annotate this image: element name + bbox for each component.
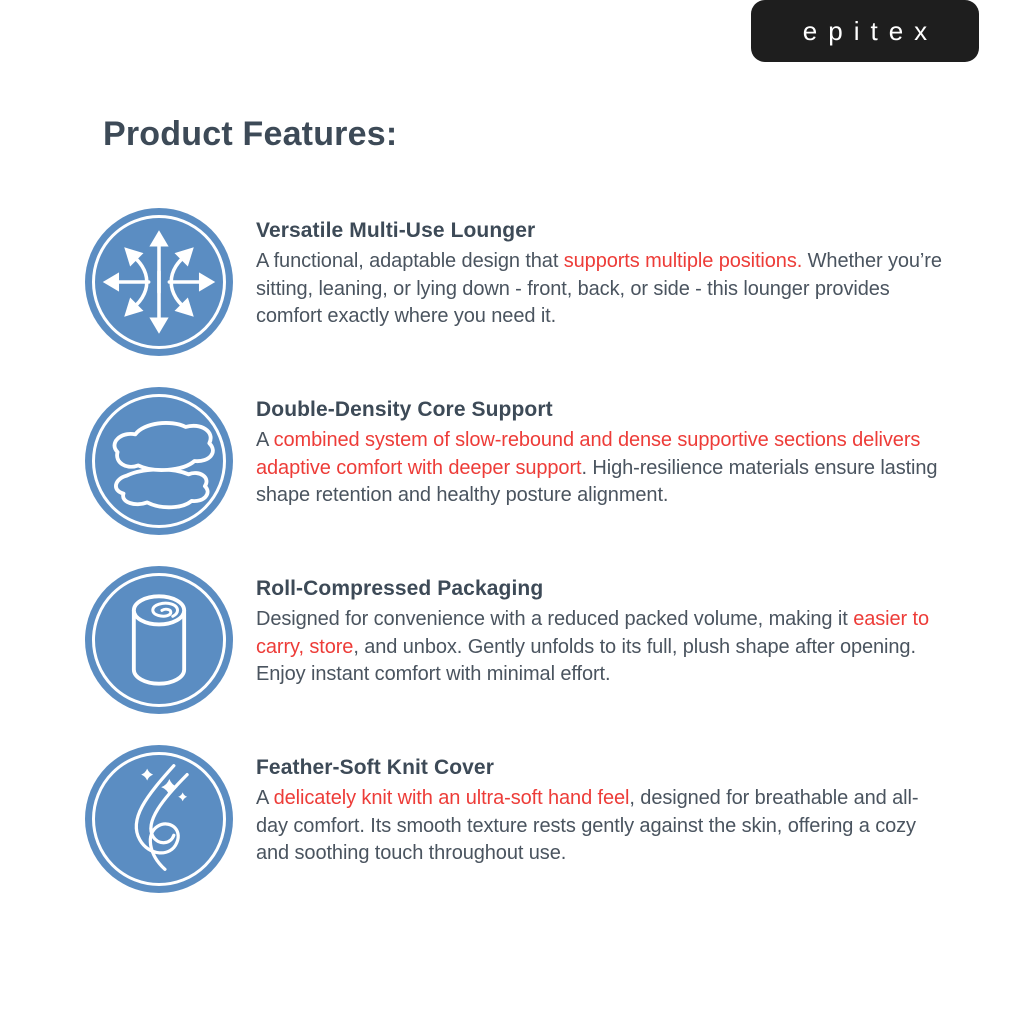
feather-sparkle-icon (85, 745, 233, 893)
highlighted-text: supports multiple positions. (563, 250, 803, 273)
feature-title: Roll-Compressed Packaging (256, 577, 544, 601)
brand-logo (751, 0, 979, 62)
description-text: , and unbox. Gently unfolds to its full, plush shape after opening. Enjoy instant comfort with minimal effort. (256, 635, 916, 686)
feature-description (256, 427, 946, 510)
description-text: . High-resilience materials ensure lasting shape retention and healthy posture alignment. (256, 456, 938, 507)
highlighted-text: easier to carry, store (256, 608, 929, 658)
description-text: Whether you’re sitting, leaning, or lying down - front, back, or side - this lounger provides comfort exactly where you need it. (256, 250, 942, 328)
description-text: A (256, 429, 274, 452)
multi-direction-arrows-icon (85, 208, 233, 356)
description-text: Designed for convenience with a reduced packed volume, making it (256, 608, 854, 631)
feature-description (256, 248, 946, 331)
features-list (85, 208, 964, 893)
rolled-mattress-icon (85, 566, 233, 714)
feature-title: Versatile Multi-Use Lounger (256, 219, 536, 243)
highlighted-text: combined system of slow-rebound and dense supportive sections delivers adaptive comfort with deeper support (256, 429, 921, 479)
feature-description (256, 606, 946, 689)
description-text: A functional, adaptable design that (256, 250, 564, 273)
feature-row (85, 745, 964, 893)
feature-row (85, 208, 964, 356)
page-title: Product Features: (103, 115, 398, 153)
highlighted-text: delicately knit with an ultra-soft hand feel (273, 787, 630, 810)
feature-row (85, 387, 964, 535)
brand-logo-text: epitex (802, 15, 939, 46)
feature-description (256, 785, 946, 868)
feature-row (85, 566, 964, 714)
description-text: A (256, 787, 274, 810)
foam-layers-icon (85, 387, 233, 535)
feature-title: Feather-Soft Knit Cover (256, 756, 494, 780)
description-text: , designed for breathable and all-day comfort. Its smooth texture rests gently against the skin, offering a cozy and soothing touch throughout use. (256, 787, 919, 865)
feature-title: Double-Density Core Support (256, 398, 553, 422)
